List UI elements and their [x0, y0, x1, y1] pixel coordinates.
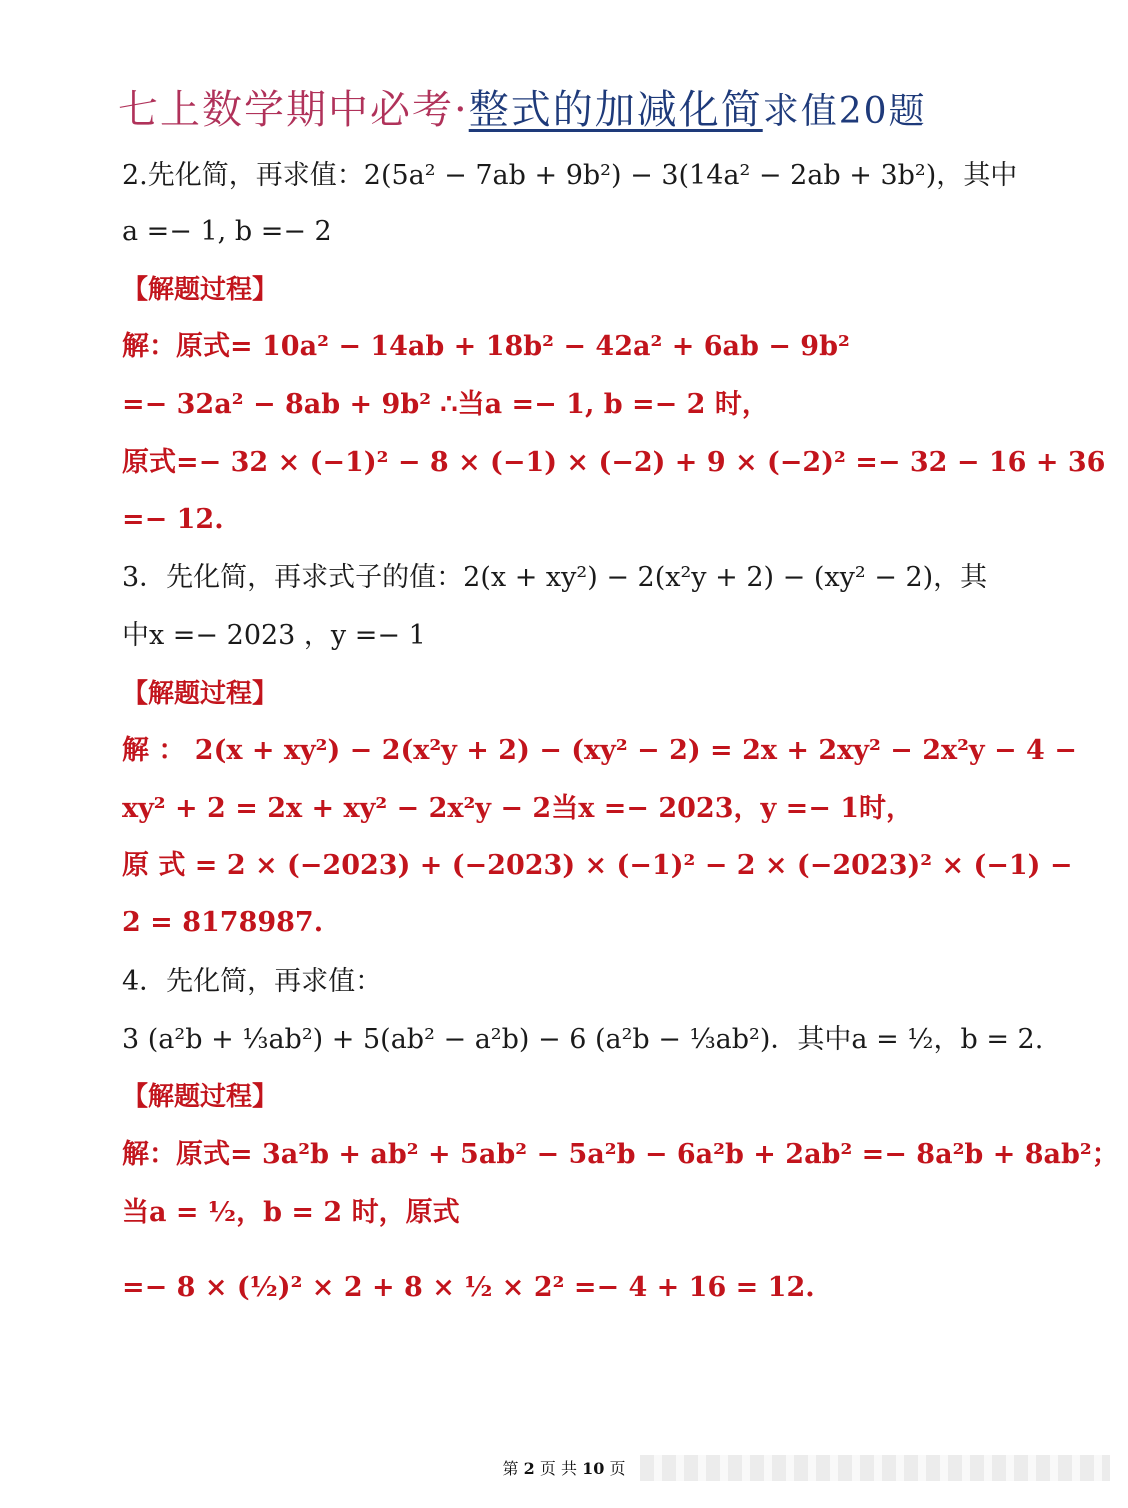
problem-4-step-1: 解：原式= 3a²b + ab² + 5ab² − 5a²b − 6a²b + 2ab² =− 8a²b + 8ab²；	[122, 1139, 1119, 1170]
problem-2-step-1: 解：原式= 10a² − 14ab + 18b² − 42a² + 6ab − 9b²	[122, 331, 850, 362]
title-prefix: 七上数学期中必考·	[118, 87, 469, 133]
problem-2-result: =− 12.	[122, 504, 224, 535]
footer-page-number: 2	[523, 1459, 535, 1478]
footer-prefix: 第	[502, 1459, 519, 1478]
problem-3-statement: 3．先化简，再求式子的值：2(x + xy²) − 2(x²y + 2) − (xy² − 2)，其	[122, 562, 988, 593]
page-title	[118, 78, 1018, 135]
problem-2-step-3: 原式=− 32 × (−1)² − 8 × (−1) × (−2) + 9 × (−2)² =− 32 − 16 + 36	[122, 447, 1106, 478]
problem-3-step-3: 原 式 = 2 × (−2023) + (−2023) × (−1)² − 2 × (−2023)² × (−1) −	[122, 850, 1073, 881]
problem-4-expression: 3 (a²b + ⅓ab²) + 5(ab² − a²b) − 6 (a²b − ⅓ab²)．其中a = ½，b = 2.	[122, 1024, 1044, 1055]
problem-2-condition: a =− 1, b =− 2	[122, 216, 332, 247]
footer-total-pages: 10	[582, 1459, 605, 1478]
footer-middle: 页 共	[539, 1459, 577, 1478]
problem-4-result: =− 8 × (½)² × 2 + 8 × ½ × 2² =− 4 + 16 = 12.	[122, 1272, 815, 1303]
footer-suffix: 页	[609, 1459, 626, 1478]
problem-3-condition: 中x =− 2023 ，y =− 1	[122, 620, 426, 651]
solution-header: 【解题过程】	[122, 679, 279, 709]
problem-3-step-2: xy² + 2 = 2x + xy² − 2x²y − 2当x =− 2023，y =− 1时，	[122, 793, 914, 824]
problem-4-statement: 4．先化简，再求值：	[122, 966, 383, 997]
solution-header: 【解题过程】	[122, 1082, 279, 1112]
title-topic: 整式的加减化简	[468, 87, 763, 133]
problem-2-step-2: =− 32a² − 8ab + 9b² ∴当a =− 1, b =− 2 时，	[122, 389, 769, 420]
problem-2-statement: 2.先化简，再求值：2(5a² − 7ab + 9b²) − 3(14a² − 2ab + 3b²)，其中	[122, 160, 1018, 191]
problem-4-step-2: 当a = ½，b = 2 时，原式	[122, 1197, 460, 1228]
problem-3-result: 2 = 8178987.	[122, 907, 324, 938]
page-footer	[0, 1456, 1128, 1479]
title-suffix: 求值20题	[762, 91, 927, 132]
solution-header: 【解题过程】	[122, 275, 279, 305]
problem-3-step-1: 解 ： 2(x + xy²) − 2(x²y + 2) − (xy² − 2) = 2x + 2xy² − 2x²y − 4 −	[122, 735, 1077, 766]
